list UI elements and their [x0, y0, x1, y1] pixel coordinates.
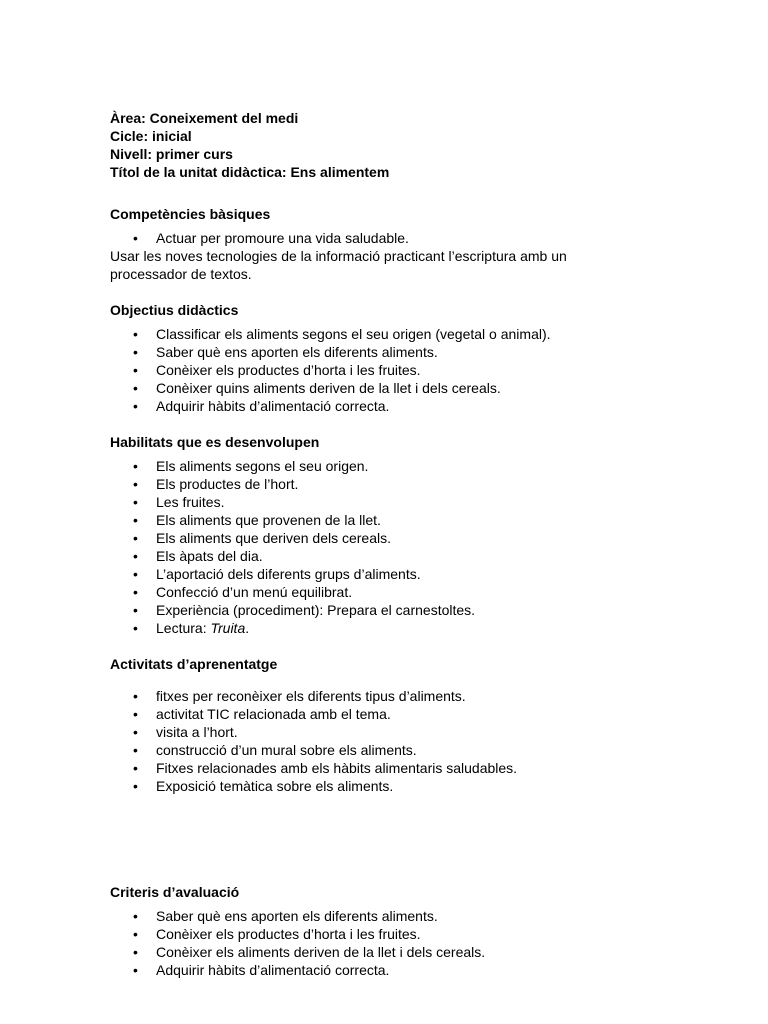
section-activitats	[110, 655, 630, 795]
section-title-habilitats: Habilitats que es desenvolupen	[110, 434, 320, 450]
list-item: • Adquirir hàbits d’alimentació correcta.	[110, 397, 630, 415]
area-line: Àrea: Coneixement del medi	[110, 110, 299, 126]
competencies-paragraph: Usar les noves tecnologies de la informació practicant l’escriptura amb un processador de textos.	[110, 248, 567, 282]
list-item: • Les fruites.	[110, 493, 630, 511]
list-item: • construcció d’un mural sobre els aliments.	[110, 741, 630, 759]
lectura-title: Truita	[210, 620, 246, 636]
competencies-list	[110, 229, 630, 247]
list-item: • Experiència (procediment): Prepara el carnestoltes.	[110, 601, 630, 619]
list-item: • Actuar per promoure una vida saludable.	[110, 229, 630, 247]
cicle-line: Cicle: inicial	[110, 128, 192, 144]
list-item: • Classificar els aliments segons el seu origen (vegetal o animal).	[110, 325, 630, 343]
section-habilitats	[110, 433, 630, 637]
list-item: • Fitxes relacionades amb els hàbits alimentaris saludables.	[110, 759, 630, 777]
list-item: • Conèixer els productes d’horta i les fruites.	[110, 925, 630, 943]
list-item: • Conèixer els productes d’horta i les fruites.	[110, 361, 630, 379]
list-item: • Conèixer els aliments deriven de la llet i dels cereals.	[110, 943, 630, 961]
list-item: • Confecció d’un menú equilibrat.	[110, 583, 630, 601]
section-criteris	[110, 883, 630, 979]
habilitats-list	[110, 457, 630, 637]
section-title-competencies: Competències bàsiques	[110, 206, 271, 222]
section-title-objectius: Objectius didàctics	[110, 302, 239, 318]
list-item: • fitxes per reconèixer els diferents tipus d’aliments.	[110, 687, 630, 705]
list-item-lectura	[110, 619, 630, 637]
list-item: • activitat TIC relacionada amb el tema.	[110, 705, 630, 723]
criteris-list	[110, 907, 630, 979]
list-item: • Els aliments segons el seu origen.	[110, 457, 630, 475]
list-item: • Els àpats del dia.	[110, 547, 630, 565]
list-item: • Saber què ens aporten els diferents aliments.	[110, 343, 630, 361]
list-item: • Els productes de l’hort.	[110, 475, 630, 493]
lectura-suffix: .	[245, 620, 250, 636]
list-item: • Saber què ens aporten els diferents aliments.	[110, 907, 630, 925]
document-header	[110, 109, 630, 181]
section-title-activitats: Activitats d’aprenentatge	[110, 656, 278, 672]
section-title-criteris: Criteris d’avaluació	[110, 884, 240, 900]
objectius-list	[110, 325, 630, 415]
document-page	[110, 109, 630, 979]
activitats-list	[110, 687, 630, 795]
lectura-prefix: Lectura:	[156, 620, 211, 636]
list-item: • Exposició temàtica sobre els aliments.	[110, 777, 630, 795]
nivell-line: Nivell: primer curs	[110, 146, 233, 162]
section-objectius	[110, 301, 630, 415]
section-competencies	[110, 205, 630, 283]
list-item: • L’aportació dels diferents grups d’aliments.	[110, 565, 630, 583]
list-item: • Conèixer quins aliments deriven de la llet i dels cereals.	[110, 379, 630, 397]
titol-line: Títol de la unitat didàctica: Ens alimentem	[110, 164, 390, 180]
list-item: • Els aliments que deriven dels cereals.	[110, 529, 630, 547]
list-item: • Els aliments que provenen de la llet.	[110, 511, 630, 529]
list-item: • visita a l’hort.	[110, 723, 630, 741]
list-item: • Adquirir hàbits d’alimentació correcta.	[110, 961, 630, 979]
